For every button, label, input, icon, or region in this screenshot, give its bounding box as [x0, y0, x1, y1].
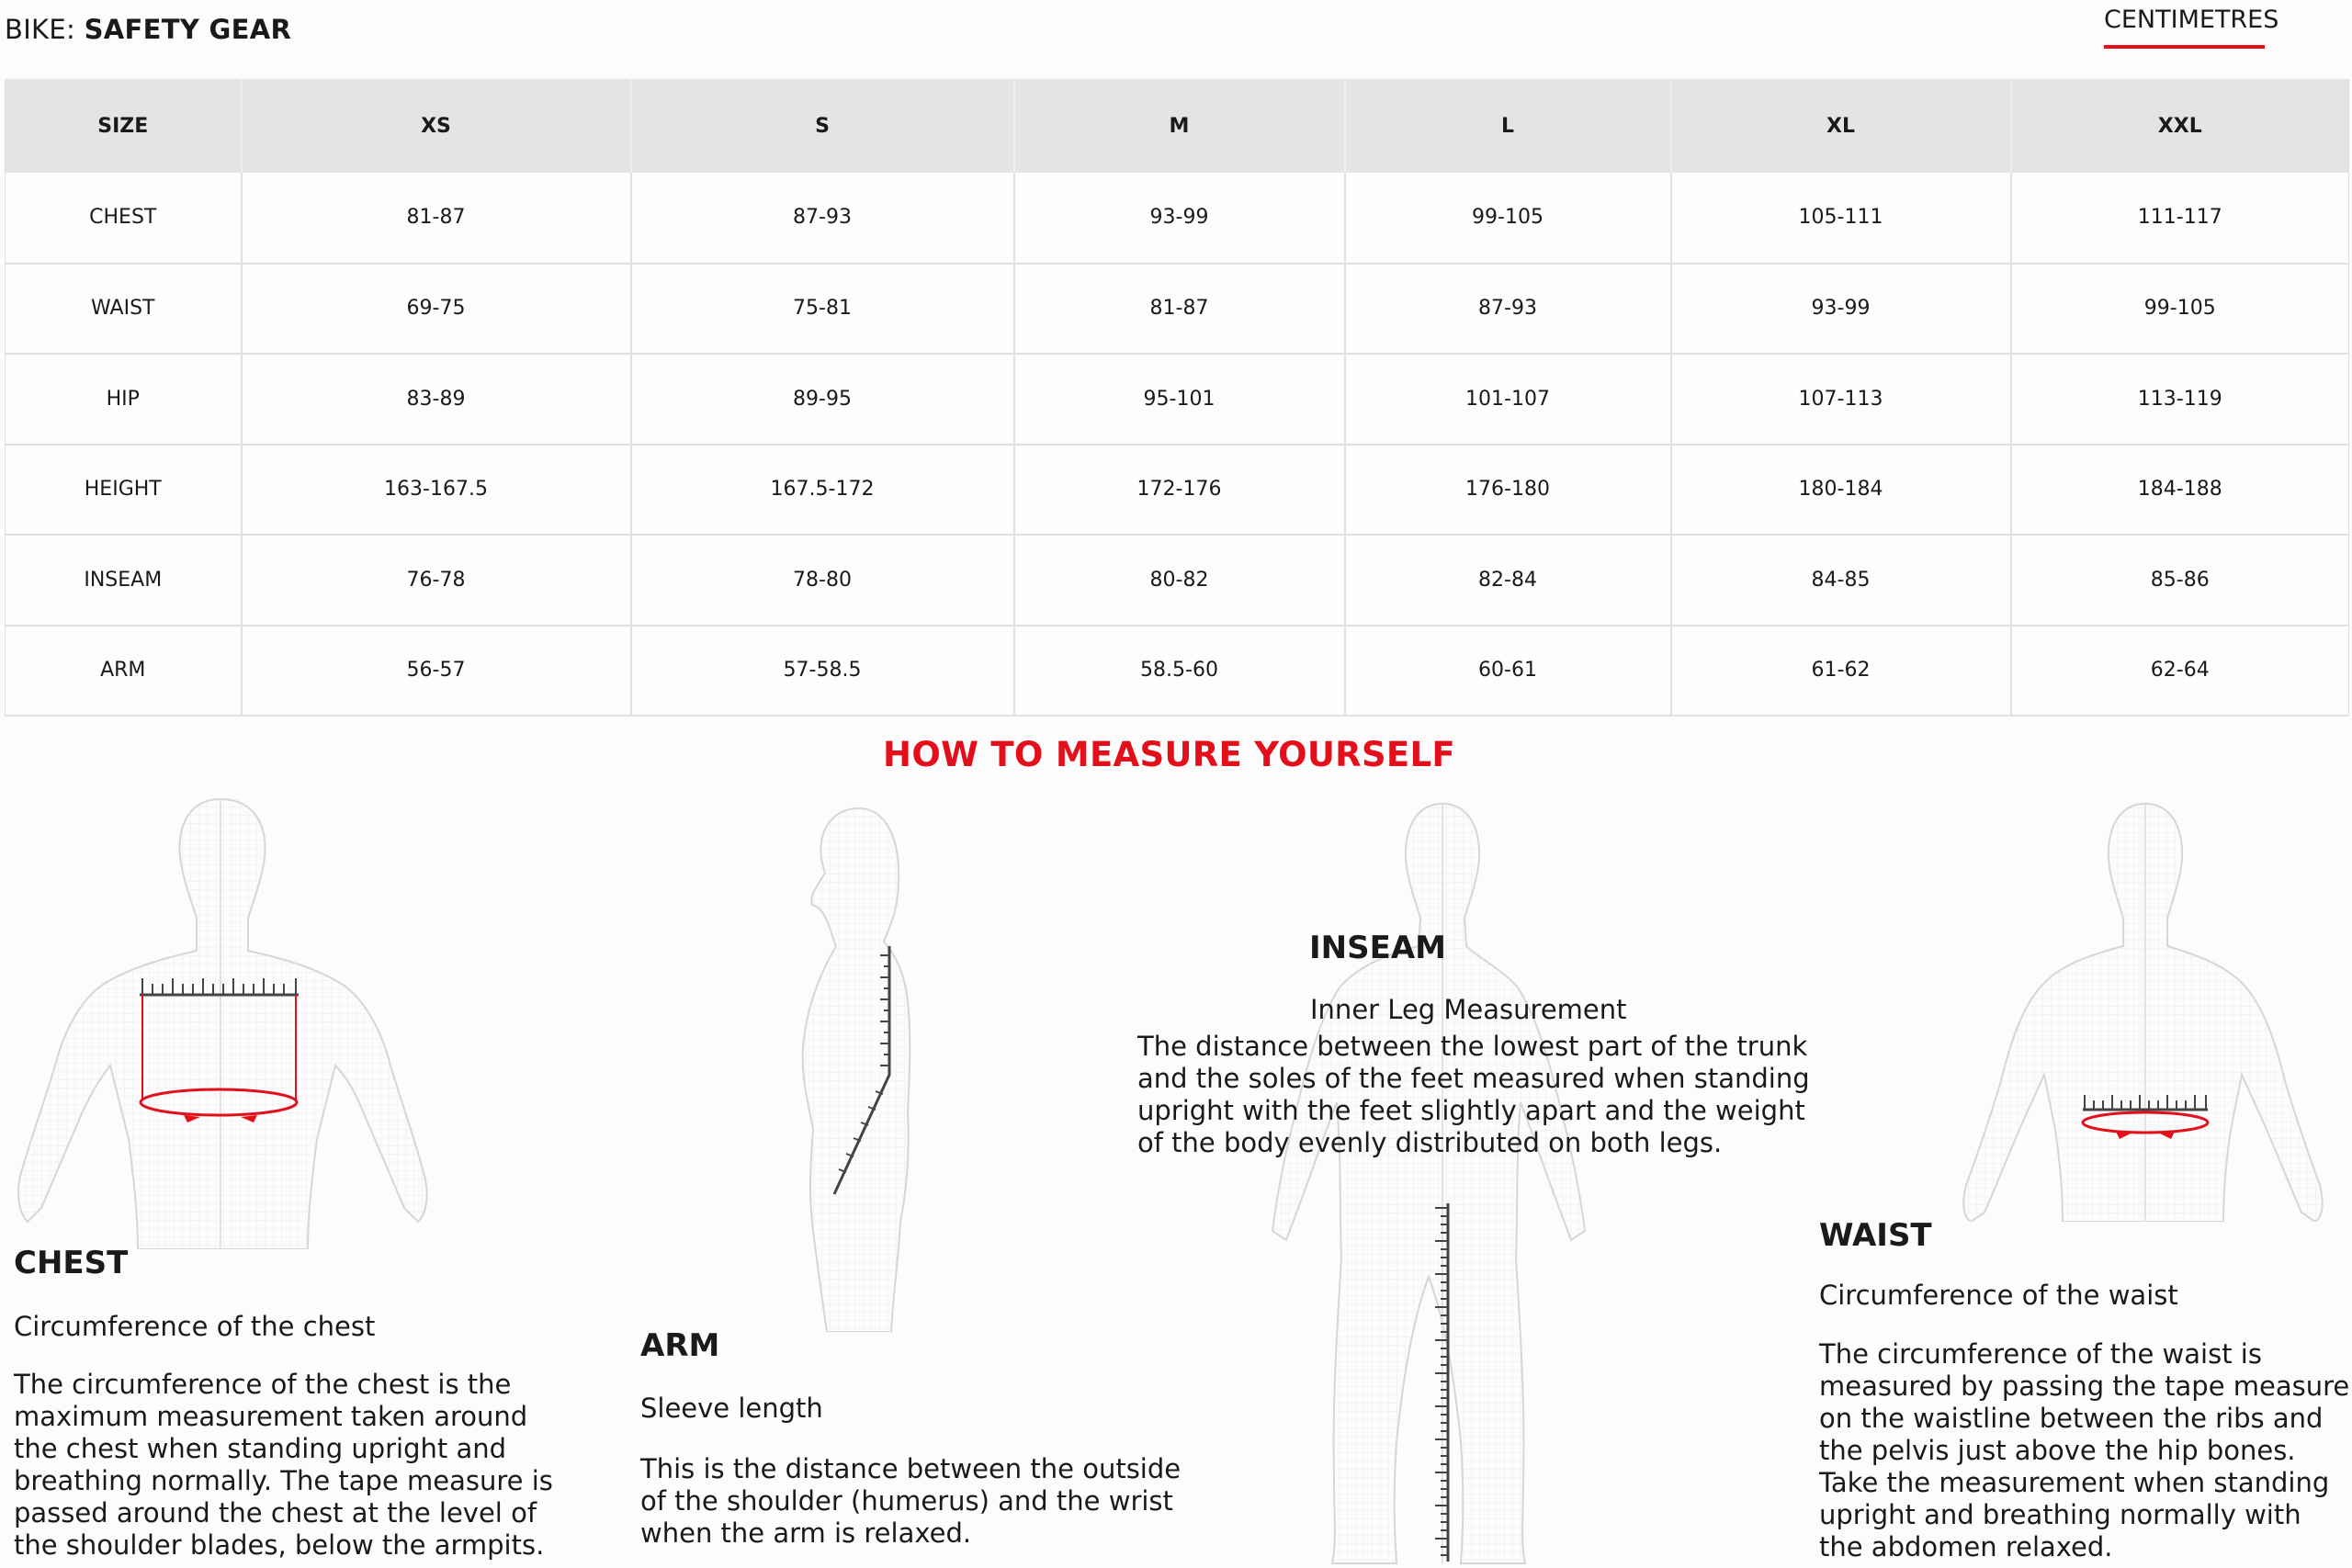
- waist-heading: WAIST: [1819, 1217, 1932, 1254]
- table-cell: 111-117: [2011, 173, 2349, 264]
- table-cell: 180-184: [1671, 445, 2011, 536]
- active-tab-indicator: [2104, 45, 2265, 49]
- arm-figure-icon: [772, 799, 956, 1332]
- table-row: [6, 354, 2349, 445]
- table-cell: 87-93: [1345, 264, 1671, 355]
- inseam-heading: INSEAM: [1309, 930, 1446, 966]
- table-cell: 89-95: [631, 354, 1014, 445]
- column-header: XL: [1671, 79, 2011, 173]
- row-label: INSEAM: [6, 535, 242, 626]
- table-cell: 84-85: [1671, 535, 2011, 626]
- table-cell: 58.5-60: [1014, 626, 1345, 716]
- table-cell: 57-58.5: [631, 626, 1014, 716]
- table-cell: 80-82: [1014, 535, 1345, 626]
- arm-subtitle: Sleeve length: [640, 1393, 823, 1424]
- table-cell: 107-113: [1671, 354, 2011, 445]
- chest-subtitle: Circumference of the chest: [14, 1311, 376, 1342]
- chest-heading: CHEST: [14, 1245, 129, 1281]
- table-row: [6, 626, 2349, 716]
- table-cell: 56-57: [242, 626, 631, 716]
- table-row: [6, 535, 2349, 626]
- how-to-measure-heading: HOW TO MEASURE YOURSELF: [883, 735, 1455, 774]
- table-cell: 93-99: [1671, 264, 2011, 355]
- row-label: HIP: [6, 354, 242, 445]
- arm-heading: ARM: [640, 1327, 720, 1364]
- row-label: CHEST: [6, 173, 242, 264]
- column-header: S: [631, 79, 1014, 173]
- inseam-subtitle: Inner Leg Measurement: [1310, 994, 1627, 1025]
- row-label: WAIST: [6, 264, 242, 355]
- table-cell: 78-80: [631, 535, 1014, 626]
- chest-figure-icon: [0, 790, 432, 1249]
- arm-description: This is the distance between the outside of the shoulder (humerus) and the wrist when the arm is relaxed.: [640, 1453, 1182, 1549]
- table-header-row: [6, 79, 2349, 173]
- table-cell: 184-188: [2011, 445, 2349, 536]
- table-cell: 93-99: [1014, 173, 1345, 264]
- table-cell: 61-62: [1671, 626, 2011, 716]
- table-cell: 69-75: [242, 264, 631, 355]
- waist-description: The circumference of the waist is measured by passing the tape measure on the waistline between the ribs and the pelvis just above the hip bones. Take the measurement when standing upright and breathing normally with the abdomen relaxed.: [1819, 1338, 2350, 1562]
- column-header: XXL: [2011, 79, 2349, 173]
- table-cell: 101-107: [1345, 354, 1671, 445]
- table-cell: 62-64: [2011, 626, 2349, 716]
- table-cell: 113-119: [2011, 354, 2349, 445]
- table-cell: 167.5-172: [631, 445, 1014, 536]
- page-title: [5, 14, 291, 45]
- column-header: L: [1345, 79, 1671, 173]
- waist-figure-icon: [1943, 799, 2347, 1222]
- waist-subtitle: Circumference of the waist: [1819, 1280, 2178, 1311]
- table-cell: 105-111: [1671, 173, 2011, 264]
- table-cell: 172-176: [1014, 445, 1345, 536]
- table-cell: 99-105: [1345, 173, 1671, 264]
- chest-description: The circumference of the chest is the maximum measurement taken around the chest when standing upright and breathing normally. The tape measure is passed around the chest at the level of the shoulder blades, below the armpits.: [14, 1369, 553, 1561]
- product-title: SAFETY GEAR: [84, 14, 292, 45]
- column-header: XS: [242, 79, 631, 173]
- table-cell: 81-87: [242, 173, 631, 264]
- row-label: ARM: [6, 626, 242, 716]
- table-cell: 87-93: [631, 173, 1014, 264]
- table-cell: 76-78: [242, 535, 631, 626]
- table-cell: 60-61: [1345, 626, 1671, 716]
- table-row: [6, 445, 2349, 536]
- inseam-figure-icon: [1231, 799, 1626, 1568]
- table-cell: 176-180: [1345, 445, 1671, 536]
- table-cell: 85-86: [2011, 535, 2349, 626]
- table-cell: 163-167.5: [242, 445, 631, 536]
- table-row: [6, 173, 2349, 264]
- table-cell: 75-81: [631, 264, 1014, 355]
- row-label: HEIGHT: [6, 445, 242, 536]
- table-cell: 81-87: [1014, 264, 1345, 355]
- table-cell: 95-101: [1014, 354, 1345, 445]
- table-cell: 83-89: [242, 354, 631, 445]
- size-chart-table: [5, 79, 2349, 716]
- unit-tab-label: CENTIMETRES: [2104, 6, 2279, 34]
- column-header: M: [1014, 79, 1345, 173]
- category-label: BIKE:: [5, 14, 76, 45]
- table-cell: 82-84: [1345, 535, 1671, 626]
- column-header: SIZE: [6, 79, 242, 173]
- unit-tab-centimetres[interactable]: [2104, 6, 2279, 49]
- inseam-description: The distance between the lowest part of the trunk and the soles of the feet measured when standing upright with the feet slightly apart and the weight of the body evenly distributed on both legs.: [1137, 1031, 1810, 1158]
- table-cell: 99-105: [2011, 264, 2349, 355]
- table-row: [6, 264, 2349, 355]
